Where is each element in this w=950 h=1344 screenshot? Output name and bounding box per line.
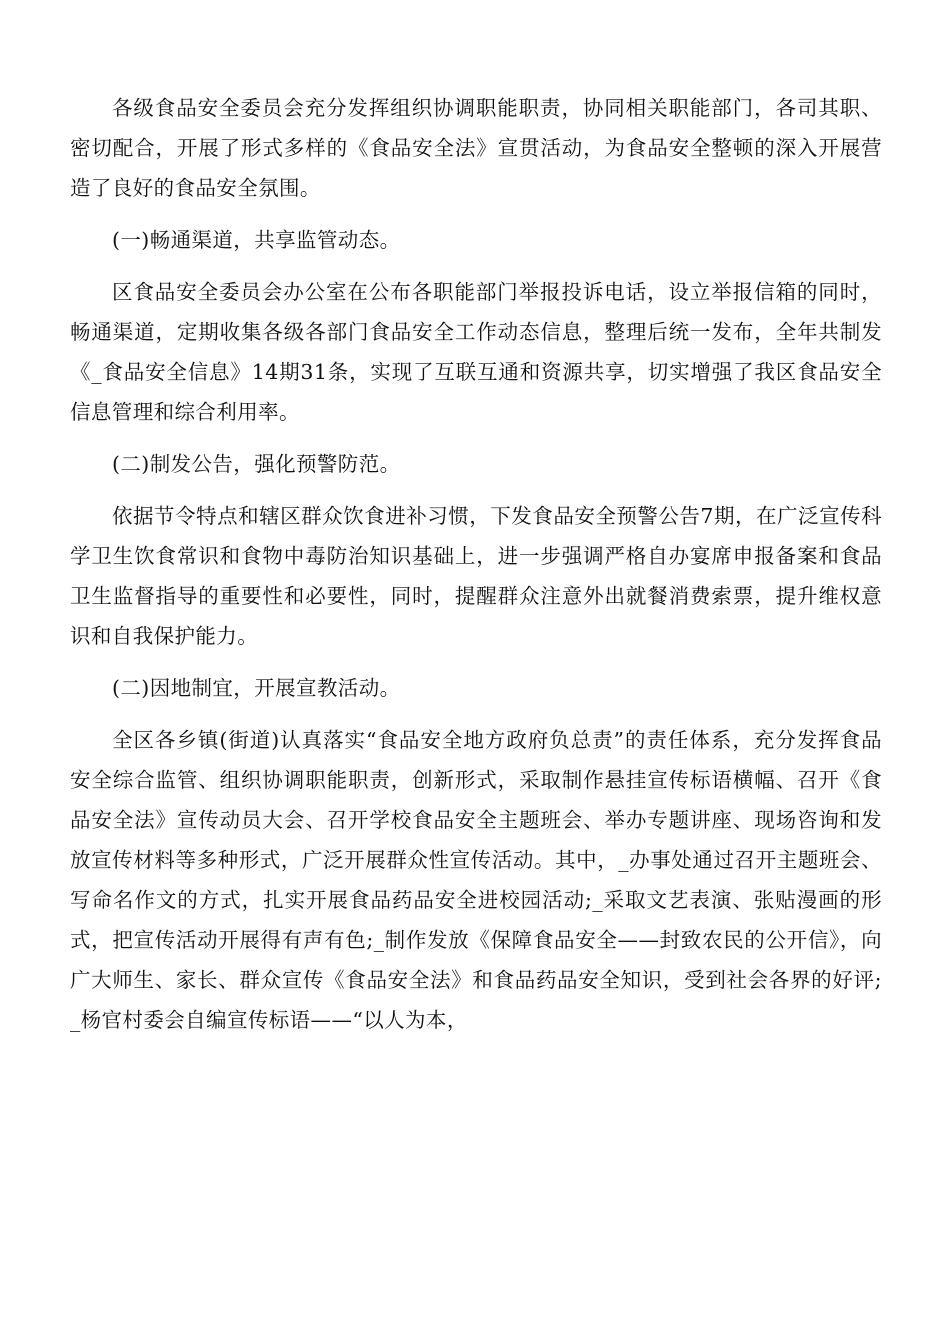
paragraph-channels: 区食品安全委员会办公室在公布各职能部门举报投诉电话，设立举报信箱的同时，畅通渠道，定期收集各级各部门食品安全工作动态信息，整理后统一发布，全年共制发《_食品安全信息》14期31条，实现了互联互通和资源共享，切实增强了我区食品安全信息管理和综合利用率。: [70, 280, 882, 424]
paragraph-warnings: 依据节令特点和辖区群众饮食进补习惯，下发食品安全预警公告7期，在广泛宣传科学卫生饮食常识和食物中毒防治知识基础上，进一步强调严格自办宴席申报备案和食品卫生监督指导的重要性和必要性，同时，提醒群众注意外出就餐消费索票，提升维权意识和自我保护能力。: [70, 504, 882, 648]
paragraph-intro: 各级食品安全委员会充分发挥组织协调职能职责，协同相关职能部门，各司其职、密切配合，开展了形式多样的《食品安全法》宣贯活动，为食品安全整顿的深入开展营造了良好的食品安全氛围。: [70, 96, 882, 200]
paragraph-education: 全区各乡镇(街道)认真落实“食品安全地方政府负总责”的责任体系，充分发挥食品安全综合监管、组织协调职能职责，创新形式，采取制作悬挂宣传标语横幅、召开《食品安全法》宣传动员大会、召开学校食品安全主题班会、举办专题讲座、现场咨询和发放宣传材料等多种形式，广泛开展群众性宣传活动。其中，_办事处通过召开主题班会、写命名作文的方式，扎实开展食品药品安全进校园活动;_采取文艺表演、张贴漫画的形式，把宣传活动开展得有声有色;_制作发放《保障食品安全——封致农民的公开信》，向广大师生、家长、群众宣传《食品安全法》和食品药品安全知识，受到社会各界的好评;_杨官村委会自编宣传标语——“以人为本，: [70, 728, 882, 1032]
section-heading-3: (二)因地制宜，开展宣教活动。: [112, 676, 401, 700]
section-heading-1: (一)畅通渠道，共享监管动态。: [112, 228, 401, 252]
document-page: [70, 88, 882, 1052]
section-heading-2: (二)制发公告，强化预警防范。: [112, 452, 401, 476]
